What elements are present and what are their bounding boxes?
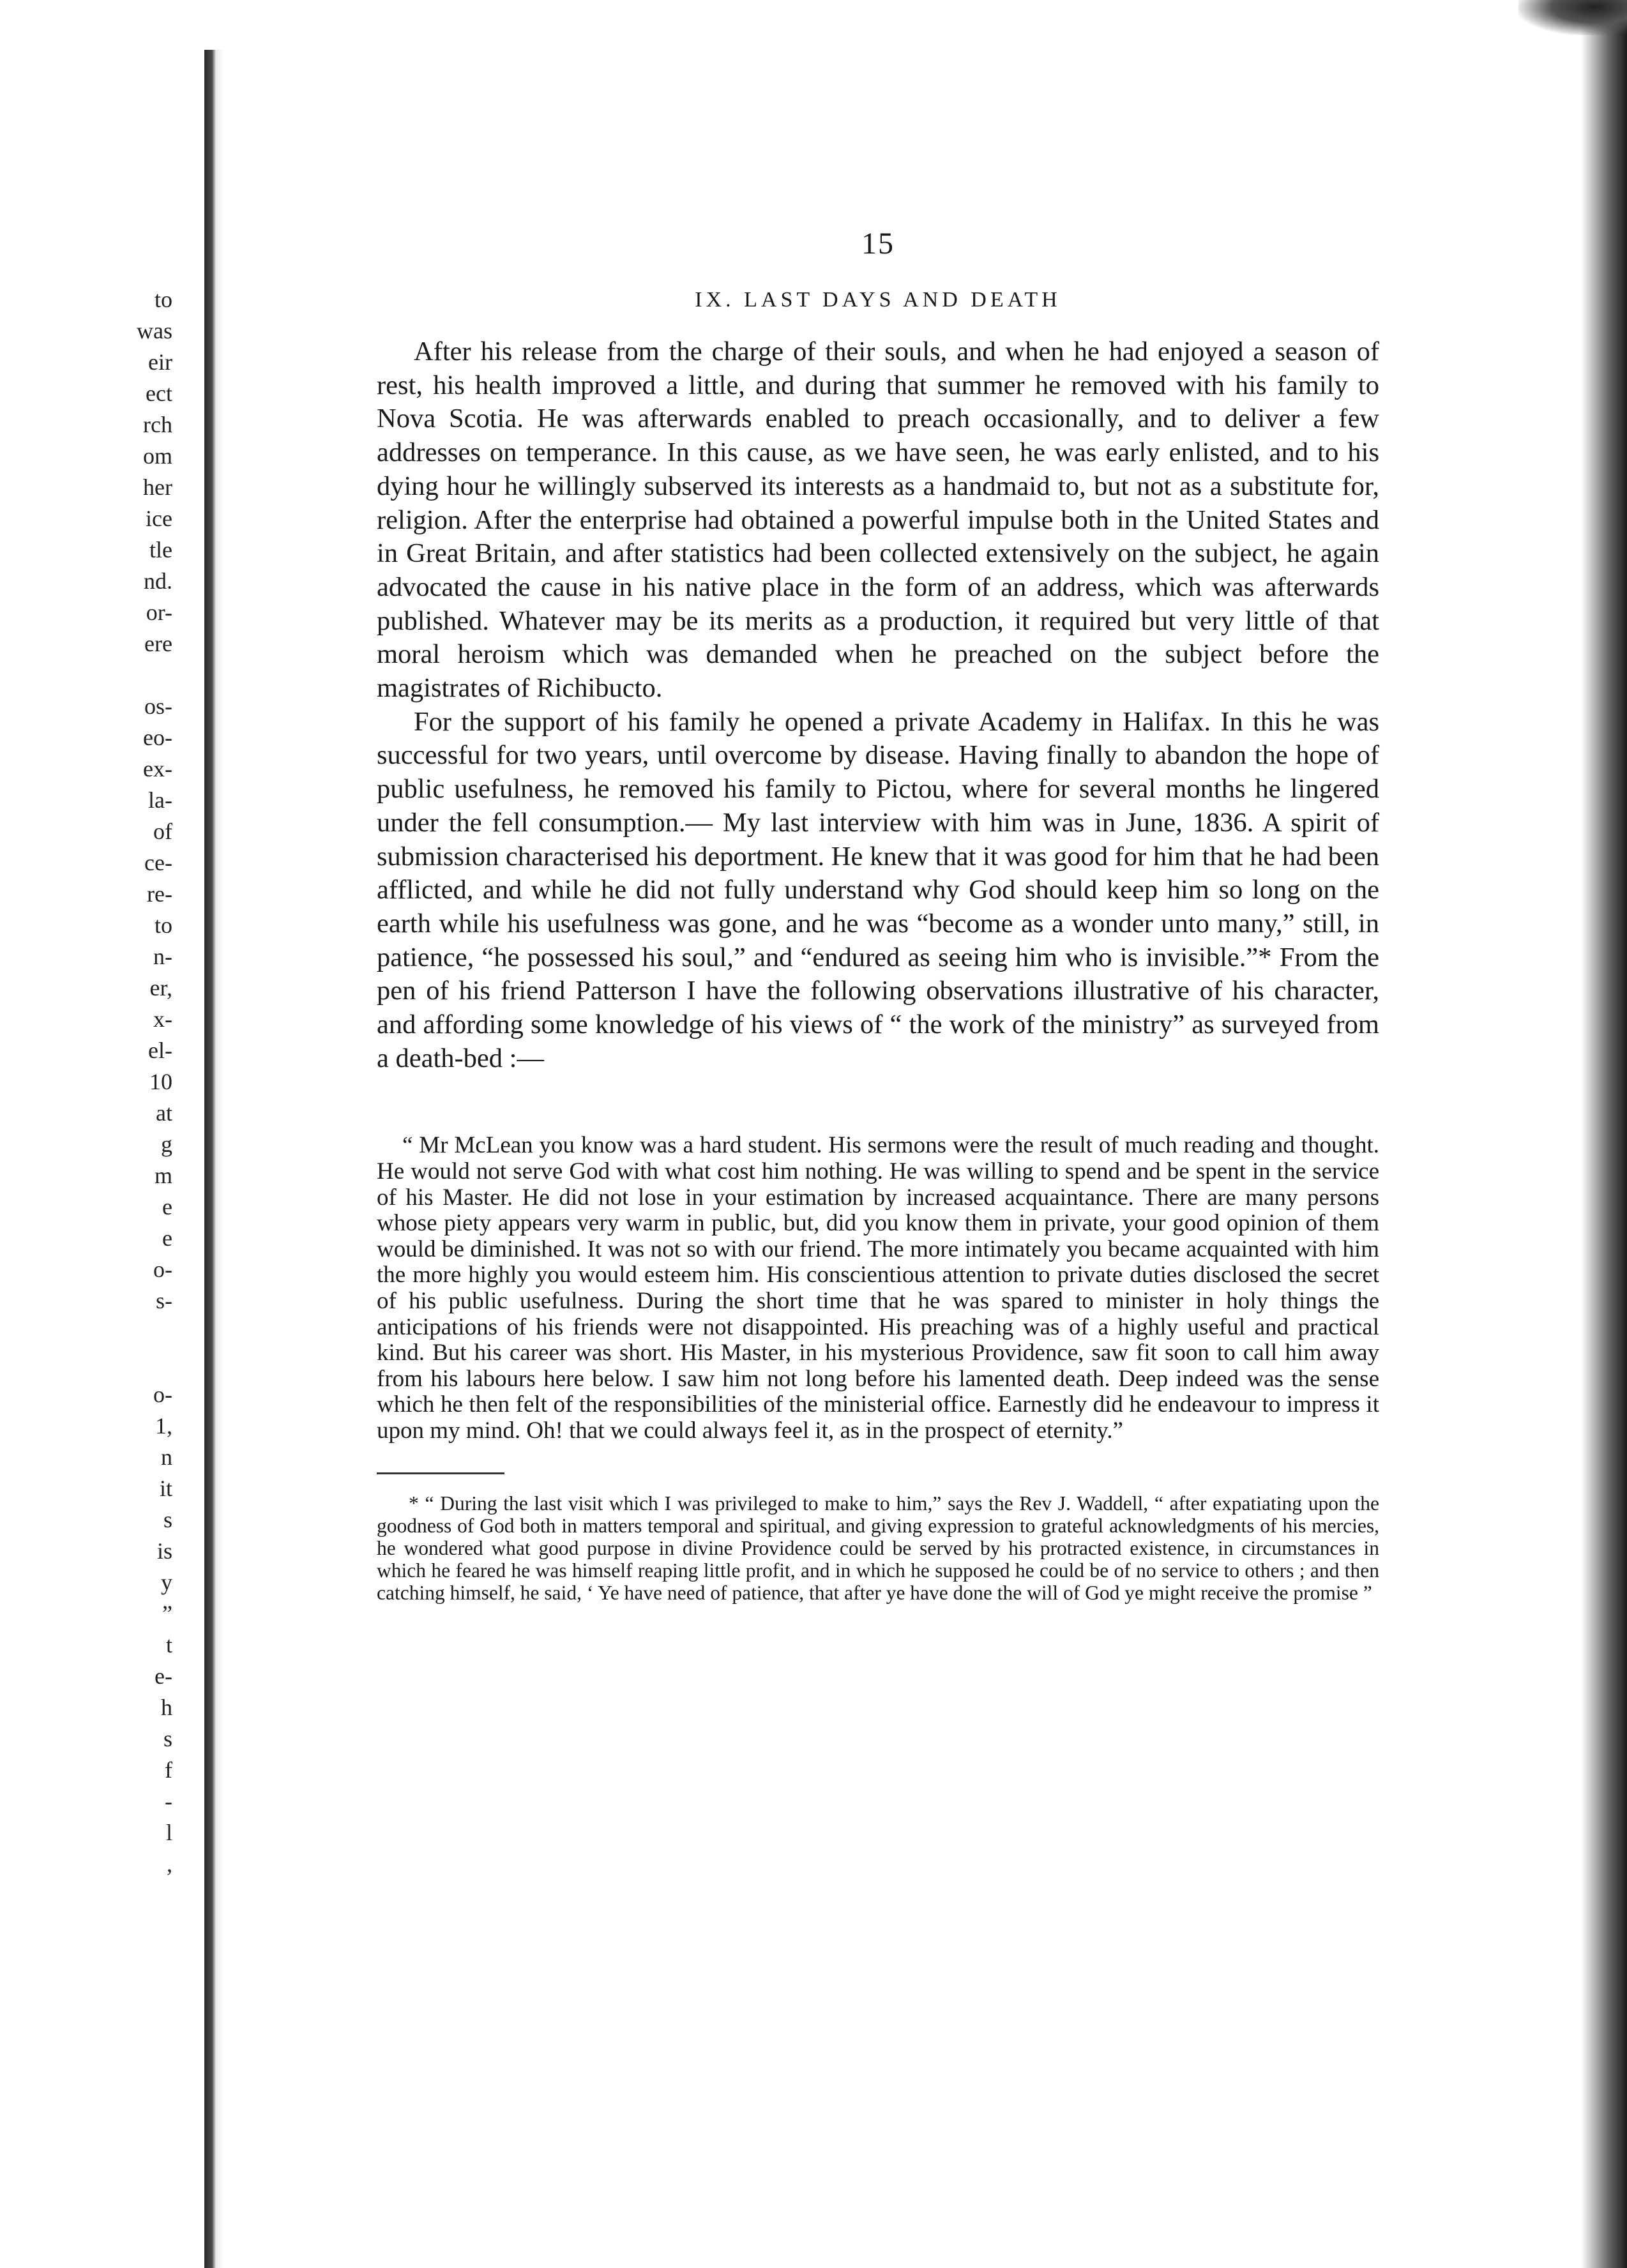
facing-page-fragment: e-	[155, 1663, 172, 1689]
scan-smudge	[1518, 0, 1627, 35]
facing-page-fragment: ect	[146, 381, 172, 406]
facing-page-fragment: nd.	[144, 568, 172, 594]
facing-page-fragment: om	[142, 443, 172, 469]
footnote: * “ During the last visit which I was privileged to make to him,” says the Rev J. Waddell, “ after expatiating upon the goodness of God both in matters temporal and spiritual, and giving expression to grateful acknowledgments of his mercies, he wondered what good purpose in divine Providence could be served by his protracted existence, in circumstances in which he feared he was himself reaping little profit, and in which he supposed he could be of no service to others ; and then catching himself, he said, ‘ Ye have need of patience, that after ye have done the will of God ye might receive the promise ”	[377, 1492, 1379, 1604]
facing-page-fragment: is	[156, 1538, 172, 1564]
book-gutter	[204, 50, 223, 2268]
facing-page-fragment: ex-	[143, 756, 172, 782]
facing-page-fragment: l	[165, 1820, 172, 1845]
facing-page-fragment: was	[137, 318, 172, 344]
facing-page-fragment: ice	[146, 506, 172, 531]
facing-page-fragment: o-	[153, 1382, 172, 1407]
facing-page-fragment	[70, 1317, 172, 1348]
facing-page-fragment: re-	[147, 881, 172, 907]
facing-page-fragment: 10	[149, 1069, 172, 1094]
facing-page-fragment: y	[161, 1569, 172, 1595]
facing-page-fragment: s	[163, 1507, 172, 1532]
facing-page-fragment: e	[162, 1194, 172, 1220]
footnote-divider	[377, 1472, 504, 1474]
facing-page-fragment: or-	[146, 600, 172, 625]
facing-page-fragment: h	[161, 1695, 172, 1720]
page-right-edge	[1550, 0, 1627, 2268]
chapter-heading: IX. LAST DAYS AND DEATH	[695, 288, 1061, 312]
page-number: 15	[861, 227, 895, 261]
facing-page-text	[70, 284, 172, 1880]
facing-page-fragment: ,	[167, 1851, 172, 1877]
body-paragraph: After his release from the charge of their souls, and when he had enjoyed a season of rest, his health improved a little, and during that summer he removed with his family to Nova Scotia. He was afterwards enabled to preach occasionally, and to deliver a few addresses on temperance. In this cause, as we have seen, he was early enlisted, and to his dying hour he willingly subserved its interests as a handmaid to, but not as a substitute for, religion. After the enterprise had obtained a powerful impulse both in the United States and in Great Britain, and after statistics had been collected extensively on the subject, he again advocated the cause in his native place in the form of an address, which was afterwards published. Whatever may be its merits as a production, it required but very little of that moral heroism which was demanded when he preached on the subject before the magistrates of Richibucto.	[377, 336, 1379, 704]
facing-page-fragment: ere	[144, 631, 172, 656]
facing-page-fragment: eir	[148, 349, 172, 375]
page-top-margin	[0, 0, 1627, 50]
facing-page-fragment: of	[153, 819, 172, 844]
facing-page-fragment: eo-	[143, 725, 172, 750]
facing-page-fragment: at	[156, 1100, 172, 1126]
block-quote: “ Mr McLean you know was a hard student. His sermons were the result of much reading and thought. He would not serve God with what cost him nothing. He was willing to spend and be spent in the service of his Master. He did not lose in your estimation by increased acquaintance. There are many persons whose piety appears very warm in public, but, did you know them in private, your good opinion of them would be diminished. It was not so with our friend. The more intimately you became acquainted with him the more highly you would esteem him. His conscientious attention to private duties disclosed the secret of his public usefulness. During the short time that he was spared to minister in holy things the anticipations of his friends were not disappointed. His preaching was of a highly useful and practical kind. But his career was short. His Master, in his mysterious Providence, saw fit soon to call him away from his labours here below. I saw him not long before his lamented death. Deep indeed was the sense which he then felt of the responsibilities of the ministerial office. Earnestly did he endeavour to impress it upon my mind. Oh! that we could always feel it, as in the prospect of eternity.”	[377, 1132, 1379, 1444]
body-paragraph: For the support of his family he opened a private Academy in Halifax. In this he was successful for two years, until overcome by disease. Having finally to abandon the hope of public usefulness, he removed his family to Pictou, where for several months he lingered under the fell consumption.— My last interview with him was in June, 1836. A spirit of submission characterised his deportment. He knew that it was good for him that he had been afflicted, and while he did not fully understand why God should keep him so long on the earth while his usefulness was gone, and he was “become as a wonder unto many,” still, in patience, “he possessed his soul,” and “endured as seeing him who is invisible.”* From the pen of his friend Patterson I have the following observations illustrative of his character, and affording some knowledge of his views of “ the work of the ministry” as surveyed from a death-bed :—	[377, 706, 1379, 1073]
facing-page-fragment: e	[162, 1225, 172, 1251]
facing-page-fragment: s	[163, 1726, 172, 1751]
facing-page-fragment: ce-	[144, 850, 172, 875]
facing-page-fragment: m	[154, 1163, 172, 1188]
facing-page-fragment: t	[165, 1632, 172, 1658]
facing-page-fragment: er,	[149, 975, 172, 1001]
facing-page-fragment: tle	[149, 537, 172, 563]
facing-page-fragment: os-	[144, 693, 172, 719]
facing-page-fragment: it	[159, 1476, 172, 1501]
facing-page	[0, 45, 192, 2268]
facing-page-fragment: n-	[153, 944, 172, 969]
facing-page-fragment: to	[154, 912, 172, 938]
facing-page-fragment: 1,	[155, 1413, 172, 1439]
facing-page-fragment: el-	[148, 1038, 172, 1063]
facing-page-fragment: g	[161, 1131, 172, 1157]
facing-page-fragment: x-	[153, 1006, 172, 1032]
facing-page-fragment: -	[165, 1788, 172, 1814]
facing-page-fragment: f	[165, 1757, 172, 1783]
facing-page-fragment: o-	[153, 1257, 172, 1282]
facing-page-fragment: la-	[148, 787, 172, 813]
facing-page-fragment: n	[161, 1444, 172, 1470]
facing-page-fragment	[70, 660, 172, 691]
page-content	[377, 217, 1379, 1604]
facing-page-fragment: to	[154, 287, 172, 312]
facing-page-fragment: ”	[162, 1601, 172, 1626]
facing-page-fragment	[70, 1348, 172, 1379]
facing-page-fragment: her	[143, 474, 172, 500]
facing-page-fragment: s-	[156, 1288, 172, 1313]
facing-page-fragment: rch	[143, 412, 172, 437]
